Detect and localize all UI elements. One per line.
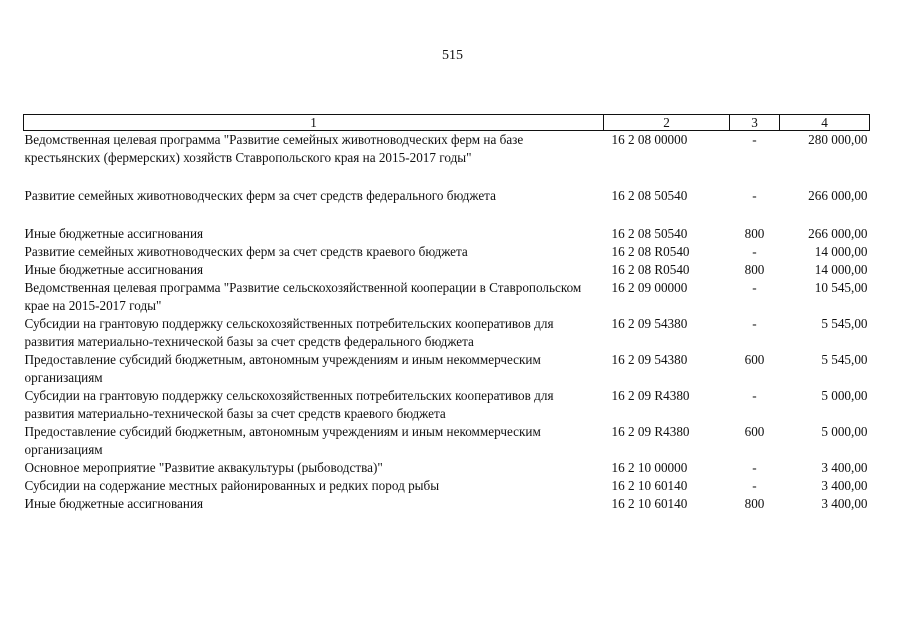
- table-row: [24, 261, 870, 279]
- row-expense-type: 600: [744, 424, 765, 439]
- row-code: 16 2 09 00000: [611, 280, 688, 295]
- budget-table: [23, 114, 870, 513]
- row-expense-type: 800: [744, 262, 765, 277]
- row-amount: 3 400,00: [821, 478, 868, 493]
- row-description: Иные бюджетные ассигнования: [24, 496, 204, 511]
- row-description: Ведомственная целевая программа "Развитие сельскохозяйственной кооперации в Ставропольском крае на 2015-2017 годы": [24, 280, 582, 313]
- row-expense-type: 800: [744, 226, 765, 241]
- row-description: Развитие семейных животноводческих ферм за счет средств федерального бюджета: [24, 188, 496, 203]
- row-amount: 14 000,00: [814, 262, 868, 277]
- row-description: Иные бюджетные ассигнования: [24, 226, 204, 241]
- row-amount: 5 000,00: [821, 424, 868, 439]
- table-header-row: [24, 115, 870, 131]
- table-row: [24, 423, 870, 459]
- row-expense-type: -: [752, 244, 757, 259]
- row-description: Ведомственная целевая программа "Развитие семейных животноводческих ферм на базе крестьянских (фермерских) хозяйств Ставропольского края на 2015-2017 годы": [24, 132, 524, 165]
- table-row: [24, 225, 870, 243]
- row-amount: 266 000,00: [808, 226, 868, 241]
- row-description: Предоставление субсидий бюджетным, автономным учреждениям и иным некоммерческим организациям: [24, 352, 541, 385]
- table-row: [24, 187, 870, 225]
- row-amount: 14 000,00: [814, 244, 868, 259]
- row-description: Предоставление субсидий бюджетным, автономным учреждениям и иным некоммерческим организациям: [24, 424, 541, 457]
- row-expense-type: -: [752, 460, 757, 475]
- row-code: 16 2 10 00000: [611, 460, 688, 475]
- table-row: [24, 131, 870, 188]
- row-amount: 10 545,00: [814, 280, 868, 295]
- row-description: Субсидии на грантовую поддержку сельскохозяйственных потребительских кооперативов для развития материально-технической базы за счет средств краевого бюджета: [24, 388, 554, 421]
- row-amount: 5 545,00: [821, 316, 868, 331]
- row-amount: 3 400,00: [821, 496, 868, 511]
- row-code: 16 2 09 R4380: [611, 424, 690, 439]
- page-number: 515: [442, 48, 463, 63]
- table-row: [24, 243, 870, 261]
- row-code: 16 2 08 50540: [611, 226, 688, 241]
- row-description: Иные бюджетные ассигнования: [24, 262, 204, 277]
- row-expense-type: -: [752, 316, 757, 331]
- row-code: 16 2 09 54380: [611, 316, 688, 331]
- row-amount: 3 400,00: [821, 460, 868, 475]
- table-row: [24, 477, 870, 495]
- table-row: [24, 387, 870, 423]
- header-col-3: 3: [730, 115, 780, 131]
- row-code: 16 2 10 60140: [611, 478, 688, 493]
- row-expense-type: 600: [744, 352, 765, 367]
- table-row: [24, 495, 870, 513]
- row-code: 16 2 08 R0540: [611, 244, 690, 259]
- row-expense-type: -: [752, 188, 757, 203]
- row-description: Субсидии на грантовую поддержку сельскохозяйственных потребительских кооперативов для развития материально-технической базы за счет средств федерального бюджета: [24, 316, 554, 349]
- row-amount: 5 000,00: [821, 388, 868, 403]
- table-row: [24, 351, 870, 387]
- row-amount: 5 545,00: [821, 352, 868, 367]
- header-col-2: 2: [604, 115, 730, 131]
- header-col-1: 1: [24, 115, 604, 131]
- row-expense-type: 800: [744, 496, 765, 511]
- row-code: 16 2 08 R0540: [611, 262, 690, 277]
- row-code: 16 2 08 00000: [611, 132, 688, 147]
- row-description: Основное мероприятие "Развитие аквакультуры (рыбоводства)": [24, 460, 383, 475]
- row-expense-type: -: [752, 478, 757, 493]
- row-amount: 266 000,00: [808, 188, 868, 203]
- row-expense-type: -: [752, 388, 757, 403]
- table-row: [24, 459, 870, 477]
- header-col-4: 4: [780, 115, 870, 131]
- row-expense-type: -: [752, 280, 757, 295]
- row-code: 16 2 10 60140: [611, 496, 688, 511]
- row-expense-type: -: [752, 132, 757, 147]
- table-row: [24, 315, 870, 351]
- row-amount: 280 000,00: [808, 132, 868, 147]
- row-description: Развитие семейных животноводческих ферм за счет средств краевого бюджета: [24, 244, 468, 259]
- row-code: 16 2 08 50540: [611, 188, 688, 203]
- row-description: Субсидии на содержание местных районированных и редких пород рыбы: [24, 478, 440, 493]
- table-row: [24, 279, 870, 315]
- row-code: 16 2 09 R4380: [611, 388, 690, 403]
- row-code: 16 2 09 54380: [611, 352, 688, 367]
